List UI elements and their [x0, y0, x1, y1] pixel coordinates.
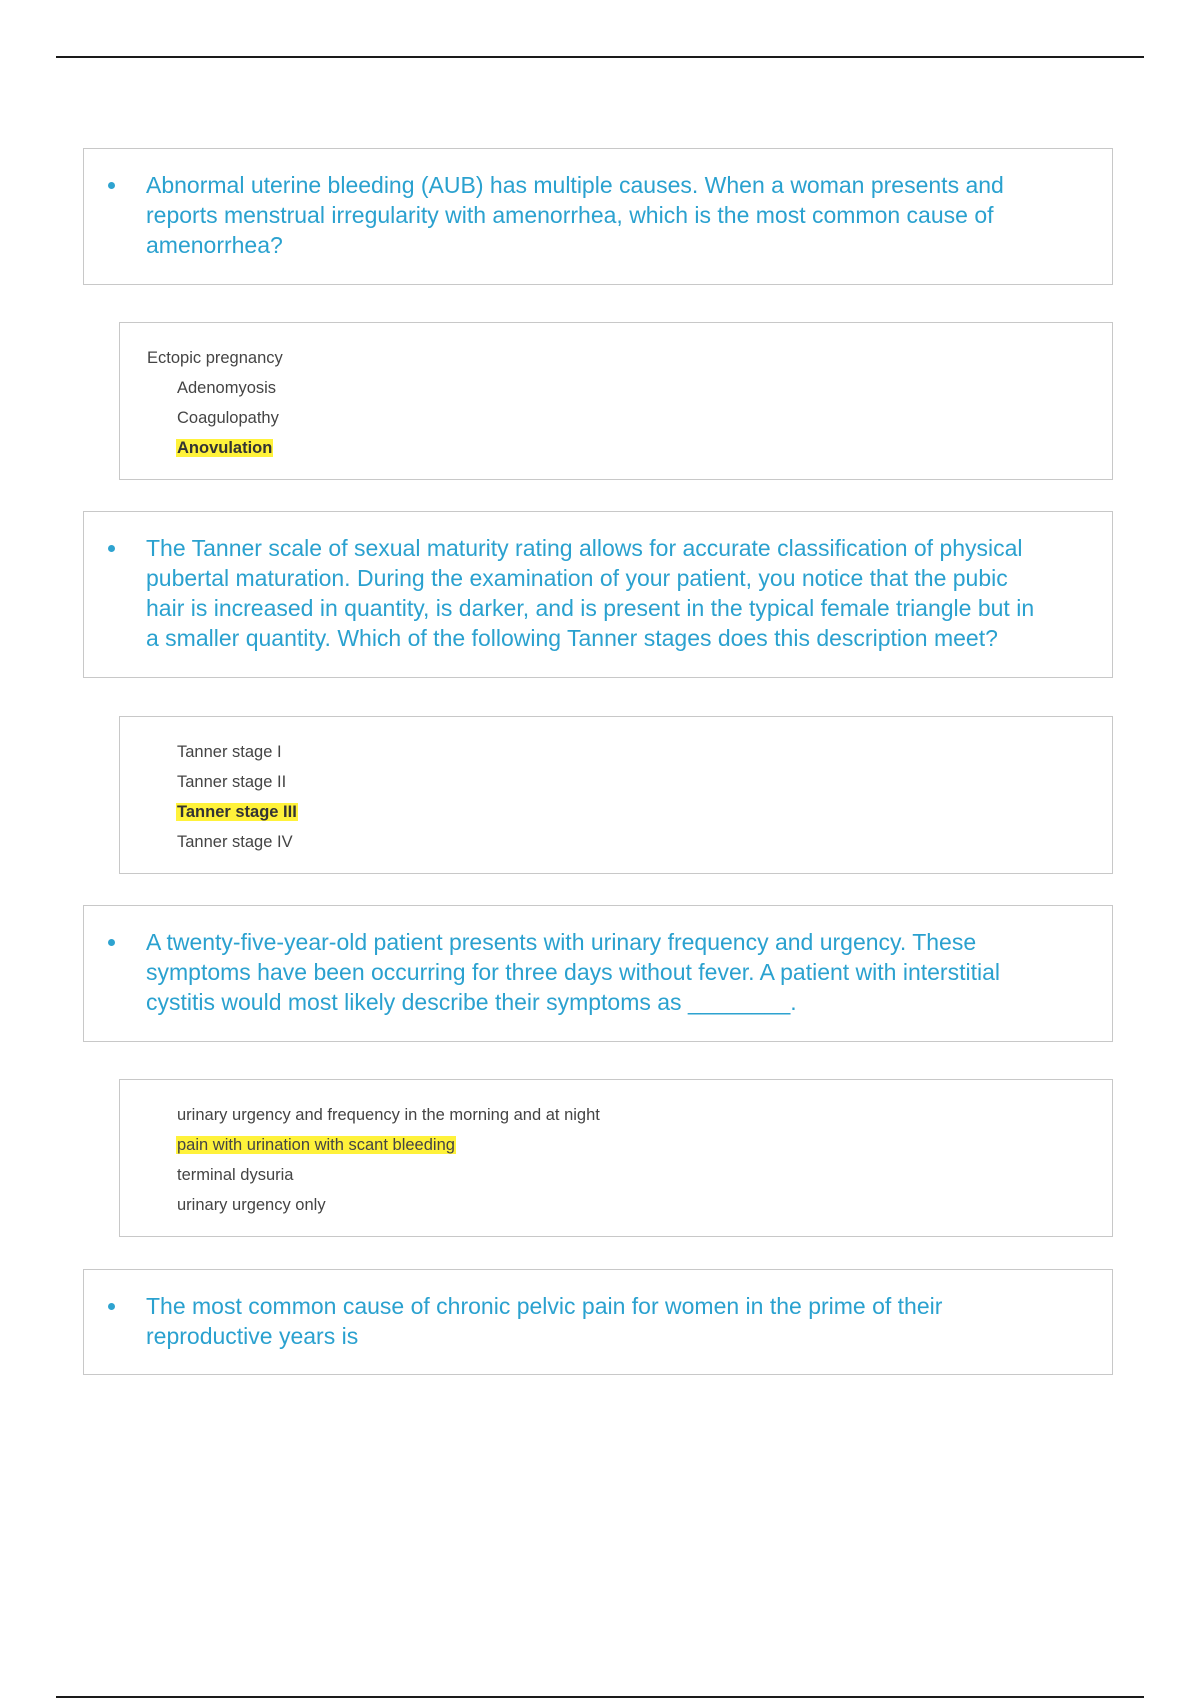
option-2-2[interactable]: Tanner stage II: [177, 773, 287, 791]
option-2-1[interactable]: Tanner stage I: [177, 743, 282, 761]
header-rule: [56, 56, 1144, 58]
question-card-4: [83, 1269, 1113, 1375]
option-3-1[interactable]: urinary urgency and frequency in the morning and at night: [177, 1106, 600, 1124]
answer-card-2: [119, 716, 1113, 874]
footer-rule: [56, 1696, 1144, 1698]
question-card-3: [83, 905, 1113, 1042]
question-text-4: The most common cause of chronic pelvic pain for women in the prime of their reproductive years is: [146, 1293, 943, 1349]
option-3-4[interactable]: urinary urgency only: [177, 1196, 326, 1214]
option-1-4-highlighted[interactable]: Anovulation: [177, 439, 273, 457]
option-2-3-highlighted[interactable]: Tanner stage III: [177, 803, 297, 821]
option-2-4[interactable]: Tanner stage IV: [177, 833, 293, 851]
question-text-3: A twenty-five-year-old patient presents with urinary frequency and urgency. These symptoms have been occurring for three days without fever. A patient with interstitial cystitis would most likely describe their symptoms as ________.: [146, 929, 1000, 1015]
option-1-2[interactable]: Adenomyosis: [177, 379, 277, 397]
question-card-2: [83, 511, 1113, 678]
question-text-2: The Tanner scale of sexual maturity rating allows for accurate classification of physical pubertal maturation. During the examination of your patient, you notice that the pubic hair is increased in quantity, is darker, and is present in the typical female triangle but in a smaller quantity. Which of the following Tanner stages does this description meet?: [146, 535, 1035, 651]
answer-card-1: [119, 322, 1113, 480]
question-text-1: Abnormal uterine bleeding (AUB) has multiple causes. When a woman presents and reports menstrual irregularity with amenorrhea, which is the most common cause of amenorrhea?: [146, 172, 1004, 258]
option-3-3[interactable]: terminal dysuria: [177, 1166, 294, 1184]
bullet-icon: [108, 1303, 115, 1310]
bullet-icon: [108, 182, 115, 189]
bullet-icon: [108, 939, 115, 946]
question-card-1: [83, 148, 1113, 285]
option-1-3[interactable]: Coagulopathy: [177, 409, 279, 427]
option-1-1[interactable]: Ectopic pregnancy: [147, 349, 283, 367]
option-3-2-highlighted[interactable]: pain with urination with scant bleeding: [177, 1136, 455, 1154]
answer-card-3: [119, 1079, 1113, 1237]
bullet-icon: [108, 545, 115, 552]
